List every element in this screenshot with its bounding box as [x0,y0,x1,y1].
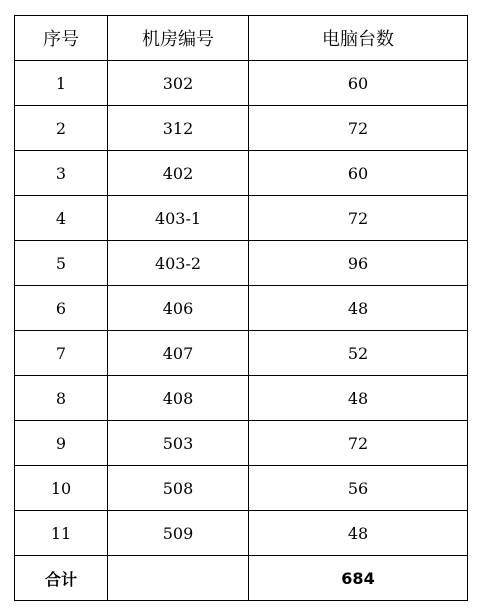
cell-computer-count: 96 [249,241,468,286]
cell-computer-count: 72 [249,421,468,466]
cell-computer-count: 48 [249,376,468,421]
table-row [15,376,468,421]
cell-computer-count: 48 [249,511,468,556]
table-row [15,106,468,151]
table-row [15,286,468,331]
cell-room-number: 302 [108,61,249,106]
cell-index: 10 [15,466,108,511]
cell-index: 1 [15,61,108,106]
cell-index: 7 [15,331,108,376]
table-row [15,61,468,106]
cell-room-number: 406 [108,286,249,331]
cell-room-number: 503 [108,421,249,466]
cell-room-number: 508 [108,466,249,511]
cell-index: 6 [15,286,108,331]
cell-computer-count: 60 [249,151,468,196]
table-row [15,421,468,466]
header-index: 序号 [15,16,108,61]
table-row [15,196,468,241]
total-row [15,556,468,601]
cell-index: 2 [15,106,108,151]
total-label: 合计 [15,556,108,601]
header-room-number: 机房编号 [108,16,249,61]
cell-computer-count: 72 [249,106,468,151]
table-row [15,151,468,196]
table-row [15,241,468,286]
total-computer-count: 684 [249,556,468,601]
table-row [15,466,468,511]
cell-room-number: 403-1 [108,196,249,241]
table-body [15,61,468,601]
cell-computer-count: 72 [249,196,468,241]
table-row [15,511,468,556]
cell-index: 3 [15,151,108,196]
cell-computer-count: 60 [249,61,468,106]
header-computer-count: 电脑台数 [249,16,468,61]
cell-computer-count: 48 [249,286,468,331]
cell-index: 4 [15,196,108,241]
cell-computer-count: 56 [249,466,468,511]
computer-lab-table [14,15,468,601]
cell-index: 8 [15,376,108,421]
cell-room-number: 403-2 [108,241,249,286]
cell-room-number: 312 [108,106,249,151]
table-row [15,331,468,376]
table-header [15,16,468,61]
cell-room-number: 402 [108,151,249,196]
cell-room-number: 407 [108,331,249,376]
header-row [15,16,468,61]
cell-room-number: 408 [108,376,249,421]
cell-computer-count: 52 [249,331,468,376]
total-room-empty [108,556,249,601]
cell-index: 9 [15,421,108,466]
cell-index: 5 [15,241,108,286]
cell-room-number: 509 [108,511,249,556]
cell-index: 11 [15,511,108,556]
